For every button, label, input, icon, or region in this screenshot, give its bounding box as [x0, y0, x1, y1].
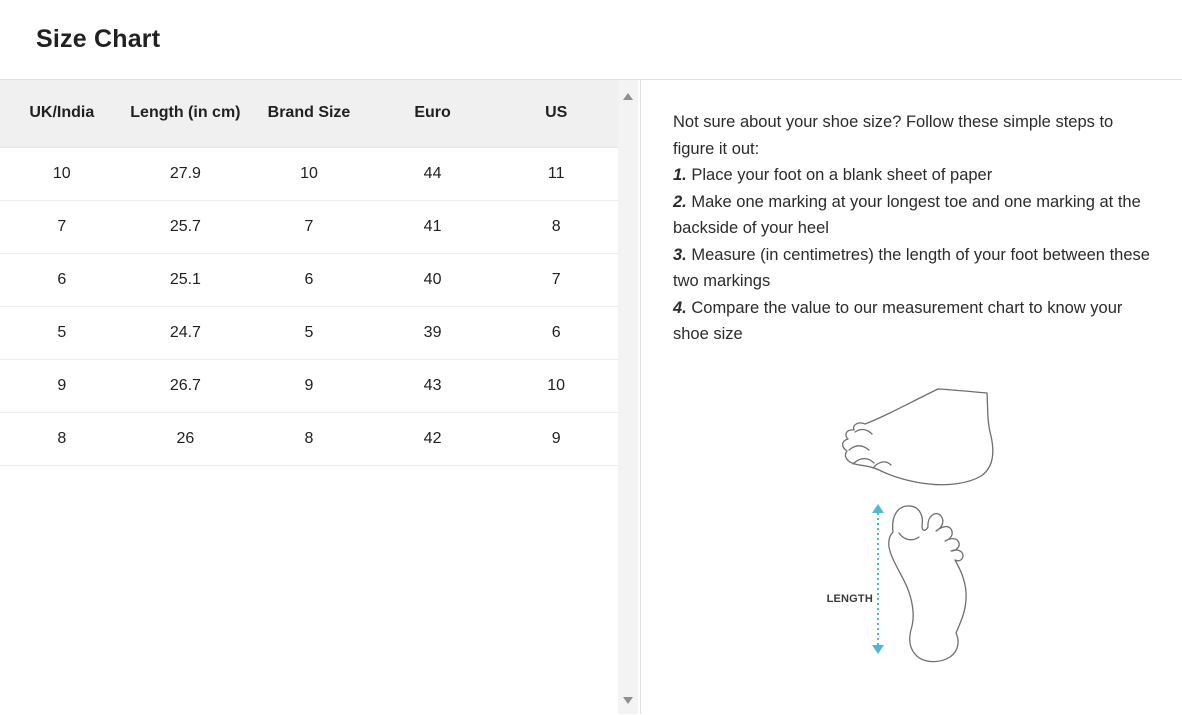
scroll-down-button[interactable] [618, 690, 638, 710]
table-cell: 10 [0, 147, 124, 200]
table-cell: 26.7 [124, 359, 248, 412]
step-text: Compare the value to our measurement chart to know your shoe size [673, 298, 1123, 343]
table-cell: 5 [247, 306, 371, 359]
table-cell: 8 [0, 412, 124, 465]
content-area [0, 80, 1182, 714]
table-cell: 27.9 [124, 147, 248, 200]
table-cell: 6 [247, 253, 371, 306]
length-arrow [872, 504, 884, 654]
instructions-panel [641, 80, 1182, 714]
step-text: Make one marking at your longest toe and one marking at the backside of your heel [673, 192, 1141, 237]
table-cell: 5 [0, 306, 124, 359]
table-cell: 43 [371, 359, 495, 412]
table-cell: 9 [494, 412, 618, 465]
instructions-intro: Not sure about your shoe size? Follow these simple steps to figure it out: [673, 113, 1114, 158]
table-row [0, 200, 618, 253]
table-cell: 41 [371, 200, 495, 253]
table-row [0, 306, 618, 359]
table-cell: 6 [0, 253, 124, 306]
table-cell: 8 [494, 200, 618, 253]
triangle-down-icon [623, 697, 633, 704]
table-row [0, 147, 618, 200]
table-row [0, 412, 618, 465]
column-header: Brand Size [247, 80, 371, 147]
table-cell: 9 [247, 359, 371, 412]
table-scrollbar[interactable] [618, 80, 638, 714]
size-table-panel [0, 80, 641, 714]
table-cell: 7 [0, 200, 124, 253]
column-header: UK/India [0, 80, 124, 147]
triangle-up-icon [623, 93, 633, 100]
step-text: Measure (in centimetres) the length of your foot between these two markings [673, 245, 1150, 290]
table-cell: 40 [371, 253, 495, 306]
table-cell: 44 [371, 147, 495, 200]
table-cell: 7 [247, 200, 371, 253]
scroll-up-button[interactable] [618, 86, 638, 106]
table-cell: 25.7 [124, 200, 248, 253]
table-row [0, 359, 618, 412]
table-cell: 10 [247, 147, 371, 200]
instruction-step [673, 295, 1155, 348]
size-table [0, 80, 618, 466]
table-cell: 24.7 [124, 306, 248, 359]
step-number: 3. [673, 245, 687, 264]
column-header: Euro [371, 80, 495, 147]
table-cell: 8 [247, 412, 371, 465]
page-title: Size Chart [36, 25, 161, 53]
title-bar [0, 0, 1182, 80]
table-cell: 7 [494, 253, 618, 306]
instruction-step [673, 189, 1155, 242]
instructions-text [673, 109, 1155, 348]
table-cell: 9 [0, 359, 124, 412]
table-cell: 10 [494, 359, 618, 412]
table-cell: 6 [494, 306, 618, 359]
table-cell: 25.1 [124, 253, 248, 306]
step-number: 2. [673, 192, 687, 211]
length-label: LENGTH [826, 593, 873, 605]
table-row [0, 253, 618, 306]
table-cell: 11 [494, 147, 618, 200]
column-header: Length (in cm) [124, 80, 248, 147]
foot-side-view-icon [843, 389, 993, 485]
step-number: 1. [673, 166, 687, 184]
step-text: Place your foot on a blank sheet of paper [686, 166, 993, 184]
instruction-step [673, 162, 1155, 189]
instruction-step [673, 242, 1155, 295]
table-cell: 39 [371, 306, 495, 359]
size-table-header-row [0, 80, 618, 147]
column-header: US [494, 80, 618, 147]
foot-sole-view-icon [889, 506, 966, 662]
table-cell: 42 [371, 412, 495, 465]
step-number: 4. [673, 298, 687, 317]
table-cell: 26 [124, 412, 248, 465]
